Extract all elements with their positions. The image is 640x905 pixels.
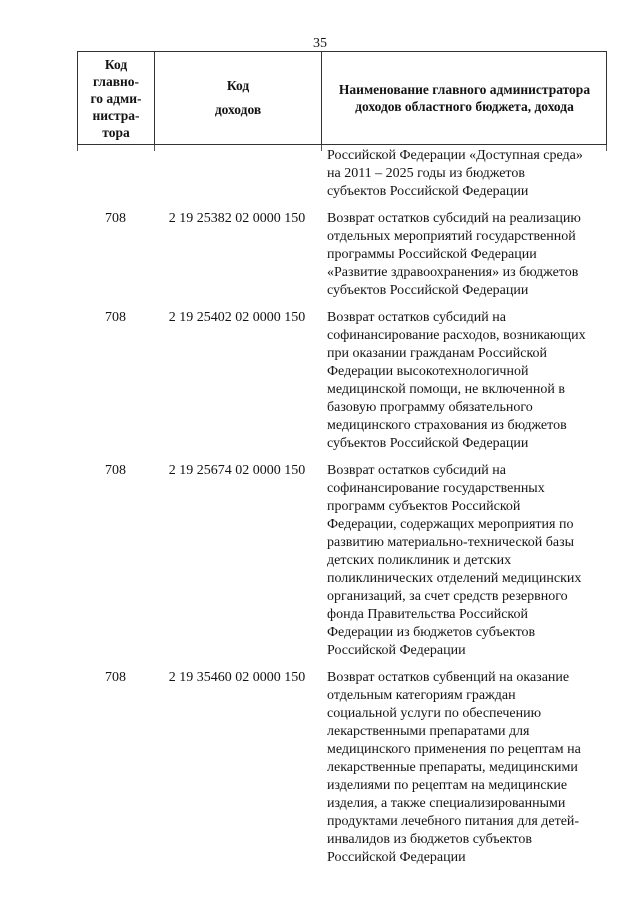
row-name: Российской Федерации «Доступная среда» на 2011 – 2025 годы из бюджетов субъектов Российской Федерации [327, 148, 583, 199]
row-revenue-code: 2 19 25674 02 0000 150 [168, 463, 306, 478]
table-row [77, 669, 612, 867]
row-admin-code: 708 [105, 670, 126, 685]
row-name: Возврат остатков субсидий на софинансирование расходов, возникающих при оказании гражданам Российской Федерации высокотехнологичной медицинской помощи, не включенной в базовую программу обязательного медицинского страхования из бюджетов субъектов Российской Федерации [327, 310, 586, 451]
page-number: 35 [313, 36, 327, 51]
row-name: Возврат остатков субвенций на оказание отдельным категориям граждан социальной услуги по обеспечению лекарственными препаратами для медицинского применения по рецептам на лекарственные препараты, медицинскими изделиями по рецептам на медицинские изделия, а также специализированными продуктами лечебного питания для детей- инвалидов из бюджетов субъектов Российской Федерации [327, 670, 581, 865]
row-admin-code: 708 [105, 211, 126, 226]
row-admin-code: 708 [105, 463, 126, 478]
row-admin-code: 708 [105, 310, 126, 325]
row-name: Возврат остатков субсидий на софинансирование государственных программ субъектов Российской Федерации, содержащих мероприятия по развитию материально-технической базы детских поликлиник и детских поликлинических отделений медицинских организаций, за счет средств резервного фонда Правительства Российской Федерации из бюджетов субъектов Российской Федерации [327, 463, 582, 658]
row-name: Возврат остатков субсидий на реализацию отдельных мероприятий государственной программы Российской Федерации «Развитие здравоохранения» из бюджетов субъектов Российской Федерации [327, 211, 581, 298]
table-row-continuation [77, 147, 612, 201]
header-name: Наименование главного администратора доходов областного бюджета, дохода [338, 82, 591, 114]
table-row [77, 210, 612, 300]
table-row [77, 309, 612, 453]
table-body [77, 147, 612, 876]
row-revenue-code: 2 19 25382 02 0000 150 [168, 211, 306, 226]
header-revenue-code: Код доходов [155, 52, 322, 144]
table-row [77, 462, 612, 660]
header-admin-code: Код главно- го адми- нистра- тора [78, 52, 155, 144]
row-revenue-code: 2 19 35460 02 0000 150 [168, 670, 306, 685]
table-header [77, 51, 607, 145]
row-revenue-code: 2 19 25402 02 0000 150 [168, 310, 306, 325]
